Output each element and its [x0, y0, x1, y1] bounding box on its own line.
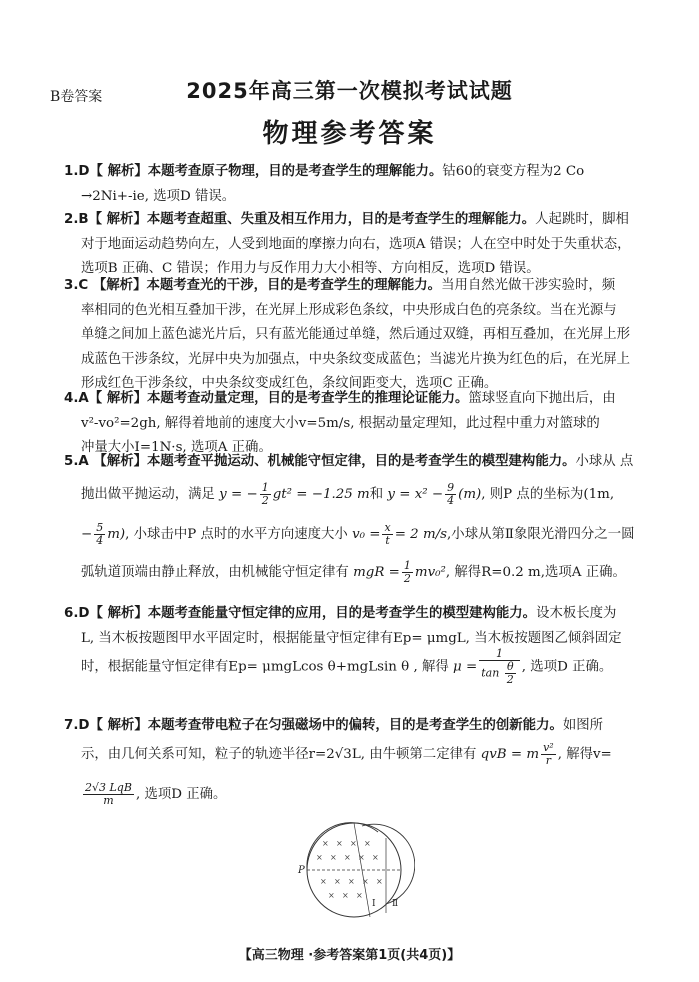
answer-q7: [64, 714, 638, 739]
q6-text: 设木板长度为: [536, 606, 617, 621]
q3-text: 当用自然光做干涉实验时，频: [441, 278, 616, 293]
q3-line4: 成蓝色干涉条纹，光屏中央为加强点，中央条纹变成蓝色；当滤光片换为红色的后，在光屏上: [81, 351, 631, 367]
cross-mark: ×: [322, 839, 329, 848]
cross-mark: ×: [316, 853, 323, 862]
answer-q3: [64, 274, 638, 397]
q6-head: 6.D【 解析】本题考查能量守恒定律的应用，目的是考查学生的模型建构能力。: [64, 606, 537, 621]
q7-text: 如图所: [562, 718, 604, 733]
cross-mark: ×: [344, 853, 351, 862]
answer-q5: [64, 450, 638, 475]
cross-mark: ×: [348, 877, 355, 886]
cross-mark: ×: [356, 891, 363, 900]
q2-line2: 对于地面运动趋势向左，人受到地面的摩擦力向右，选项A 错误；人在空中时处于失重状态，: [81, 236, 631, 252]
magnetic-field-figure: [290, 818, 415, 923]
q3-line3: 单缝之间加上蓝色滤光片后，只有蓝光能通过单缝，然后通过双缝，再相互叠加，在光屏上形: [81, 327, 631, 342]
cross-mark: ×: [334, 877, 341, 886]
label-region-ii: Ⅱ: [392, 899, 399, 909]
q7-line2: 示，由几何关系可知，粒子的轨迹半径r=2√3L, 由牛顿第二定律有 qvB = m $\frac{\text{v²}}{r}$ , 解得v=: [81, 741, 612, 767]
q2-line3: 选项B 正确、C 错误；作用力与反作用力大小相等、方向相反，选项D 错误。: [81, 261, 540, 276]
cross-mark: ×: [350, 839, 357, 848]
q1-head: 1.D【 解析】本题考查原子物理，目的是考查学生的理解能力。: [64, 164, 443, 179]
q5-line3: − $\frac{5}{4}$ m), 小球击中P 点时的水平方向速度大小 v₀ = $\frac{x}{t}$ = 2 m/s,小球从第Ⅱ象限光滑四分之一圆: [81, 521, 635, 547]
q5-text: 小球从 点: [575, 454, 634, 469]
q7-head: 7.D【 解析】本题考查带电粒子在匀强磁场中的偏转，目的是考查学生的创新能力。: [64, 718, 563, 733]
cross-mark: ×: [376, 877, 383, 886]
q5-line4: 弧轨道顶端由静止释放，由机械能守恒定律有 mgR = $\frac{1}{2}$ mv₀², 解得R=0.2 m,选项A 正确。: [81, 559, 626, 585]
q5-head: 5.A 【解析】本题考查平抛运动、机械能守恒定律，目的是考查学生的模型建构能力。: [64, 454, 576, 469]
cross-mark: ×: [328, 891, 335, 900]
answer-q2: [64, 208, 638, 282]
cross-mark: ×: [372, 853, 379, 862]
q3-line5: 形成红色干涉条纹，中央条纹变成红色，条纹间距变大，选项C 正确。: [81, 376, 498, 391]
q4-line2: v²-vo²=2gh, 解得着地前的速度大小v=5m/s, 根据动量定理知，此过程中重力对篮球的: [81, 415, 600, 431]
q4-line3: 冲量大小I=1N·s, 选项A 正确。: [81, 440, 272, 455]
answer-q1: [64, 160, 638, 209]
label-p: P: [298, 865, 305, 876]
page-subtitle: 物理参考答案: [262, 119, 437, 149]
q3-line2: 率相同的色光相互叠加干涉，在光屏上形成彩色条纹，中央形成白色的亮条纹。当在光源与: [81, 302, 617, 318]
trajectory-arc-2: [362, 824, 415, 904]
cross-mark: ×: [336, 839, 343, 848]
q4-text: 篮球竖直向下抛出后，由: [468, 391, 616, 406]
q1-text: 钴60的衰变方程为2 Co: [442, 164, 585, 179]
page-footer: 【高三物理 ·参考答案第1页(共4页)】: [238, 948, 461, 963]
page-title: 2025年高三第一次模拟考试试题: [186, 79, 513, 103]
cross-mark: ×: [342, 891, 349, 900]
answer-q6: [64, 602, 638, 651]
q1-line2: →2Ni+-ie, 选项D 错误。: [81, 188, 236, 204]
q6-line3: 时，根据能量守恒定律有Ep= μmgLcos θ+mgLsin θ , 解得 μ = 1 tan $\frac{\theta}{2}$ , 选项D 正确。: [81, 647, 613, 686]
q3-head: 3.C 【解析】本题考查光的干涉，目的是考查学生的理解能力。: [64, 278, 442, 293]
q2-head: 2.B【 解析】本题考查超重、失重及相互作用力，目的是考查学生的理解能力。: [64, 212, 536, 227]
q6-line2: L, 当木板按题图甲水平固定时，根据能量守恒定律有Ep= μmgL, 当木板按题图乙倾斜固定: [81, 630, 622, 646]
cross-mark: ×: [330, 853, 337, 862]
cross-mark: ×: [362, 877, 369, 886]
q2-text: 人起跳时，脚相: [535, 212, 629, 227]
cross-mark: ×: [364, 839, 371, 848]
cross-mark: ×: [358, 853, 365, 862]
version-tag: B卷答案: [50, 89, 103, 105]
cross-mark: ×: [320, 877, 327, 886]
label-region-i: I: [372, 899, 376, 909]
q4-head: 4.A【 解析】本题考查动量定理，目的是考查学生的推理论证能力。: [64, 391, 469, 406]
q7-line3: $\frac{\text{2√3 LqB}}{m}$ , 选项D 正确。: [85, 781, 227, 807]
q5-line2: 抛出做平抛运动，满足 y = − $\frac{1}{2}$ gt² = −1.25 m和 y = x² − $\frac{9}{4}$ (m), 则P 点的坐标为(1m,: [81, 481, 615, 507]
